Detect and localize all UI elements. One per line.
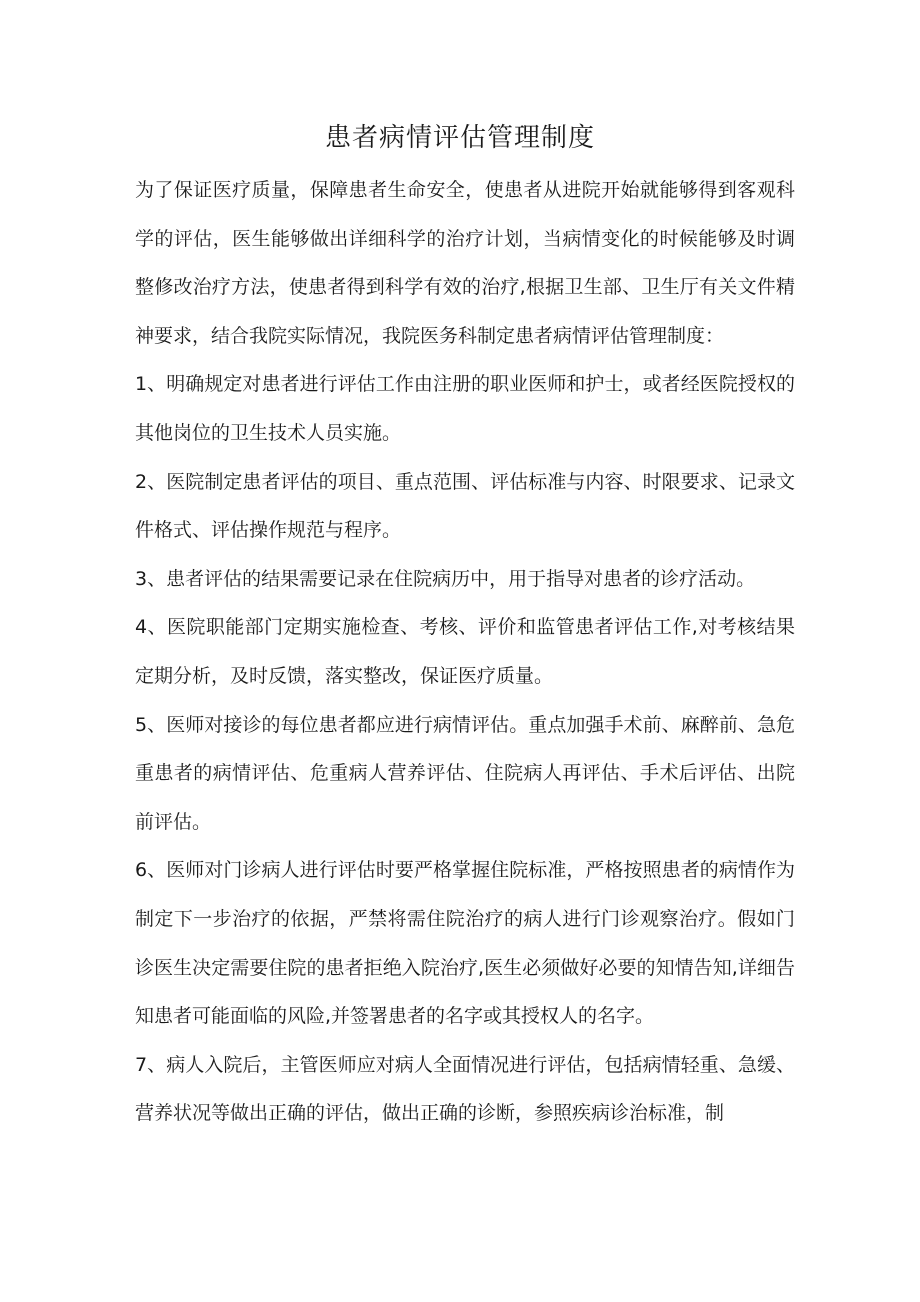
clause-7-paragraph: 7、病人入院后，主管医师应对病人全面情况进行评估，包括病情轻重、急缓、营养状况等做出正确的评估，做出正确的诊断，参照疾病诊治标准，制 (135, 1053, 795, 1125)
clause-5-paragraph: 5、医师对接诊的每位患者都应进行病情评估。重点加强手术前、麻醉前、急危重患者的病情评估、危重病人营养评估、住院病人再评估、手术后评估、出院前评估。 (135, 713, 795, 833)
clause-4-paragraph: 4、医院职能部门定期实施检查、考核、评价和监管患者评估工作,对考核结果定期分析，及时反馈，落实整改，保证医疗质量。 (135, 616, 795, 687)
clause-2-paragraph: 2、医院制定患者评估的项目、重点范围、评估标准与内容、时限要求、记录文件格式、评估操作规范与程序。 (135, 470, 795, 542)
intro-paragraph: 为了保证医疗质量，保障患者生命安全，使患者从进院开始就能够得到客观科学的评估，医生能够做出详细科学的治疗计划，当病情变化的时候能够及时调整修改治疗方法，使患者得到科学有效的治疗,根据卫生部、卫生厅有关文件精神要求，结合我院实际情况，我院医务科制定患者病情评估管理制度： (135, 179, 795, 347)
clause-1-paragraph: 1、明确规定对患者进行评估工作由注册的职业医师和护士，或者经医院授权的其他岗位的卫生技术人员实施。 (135, 373, 795, 444)
document-title: 患者病情评估管理制度 (324, 123, 595, 153)
document-body (135, 166, 795, 1138)
clause-6-paragraph: 6、医师对门诊病人进行评估时要严格掌握住院标准，严格按照患者的病情作为制定下一步治疗的依据，严禁将需住院治疗的病人进行门诊观察治疗。假如门诊医生决定需要住院的患者拒绝入院治疗,医生必须做好必要的知情告知,详细告知患者可能面临的风险,并签署患者的名字或其授权人的名字。 (135, 859, 795, 1028)
clause-3-paragraph: 3、患者评估的结果需要记录在住院病历中，用于指导对患者的诊疗活动。 (135, 567, 756, 590)
